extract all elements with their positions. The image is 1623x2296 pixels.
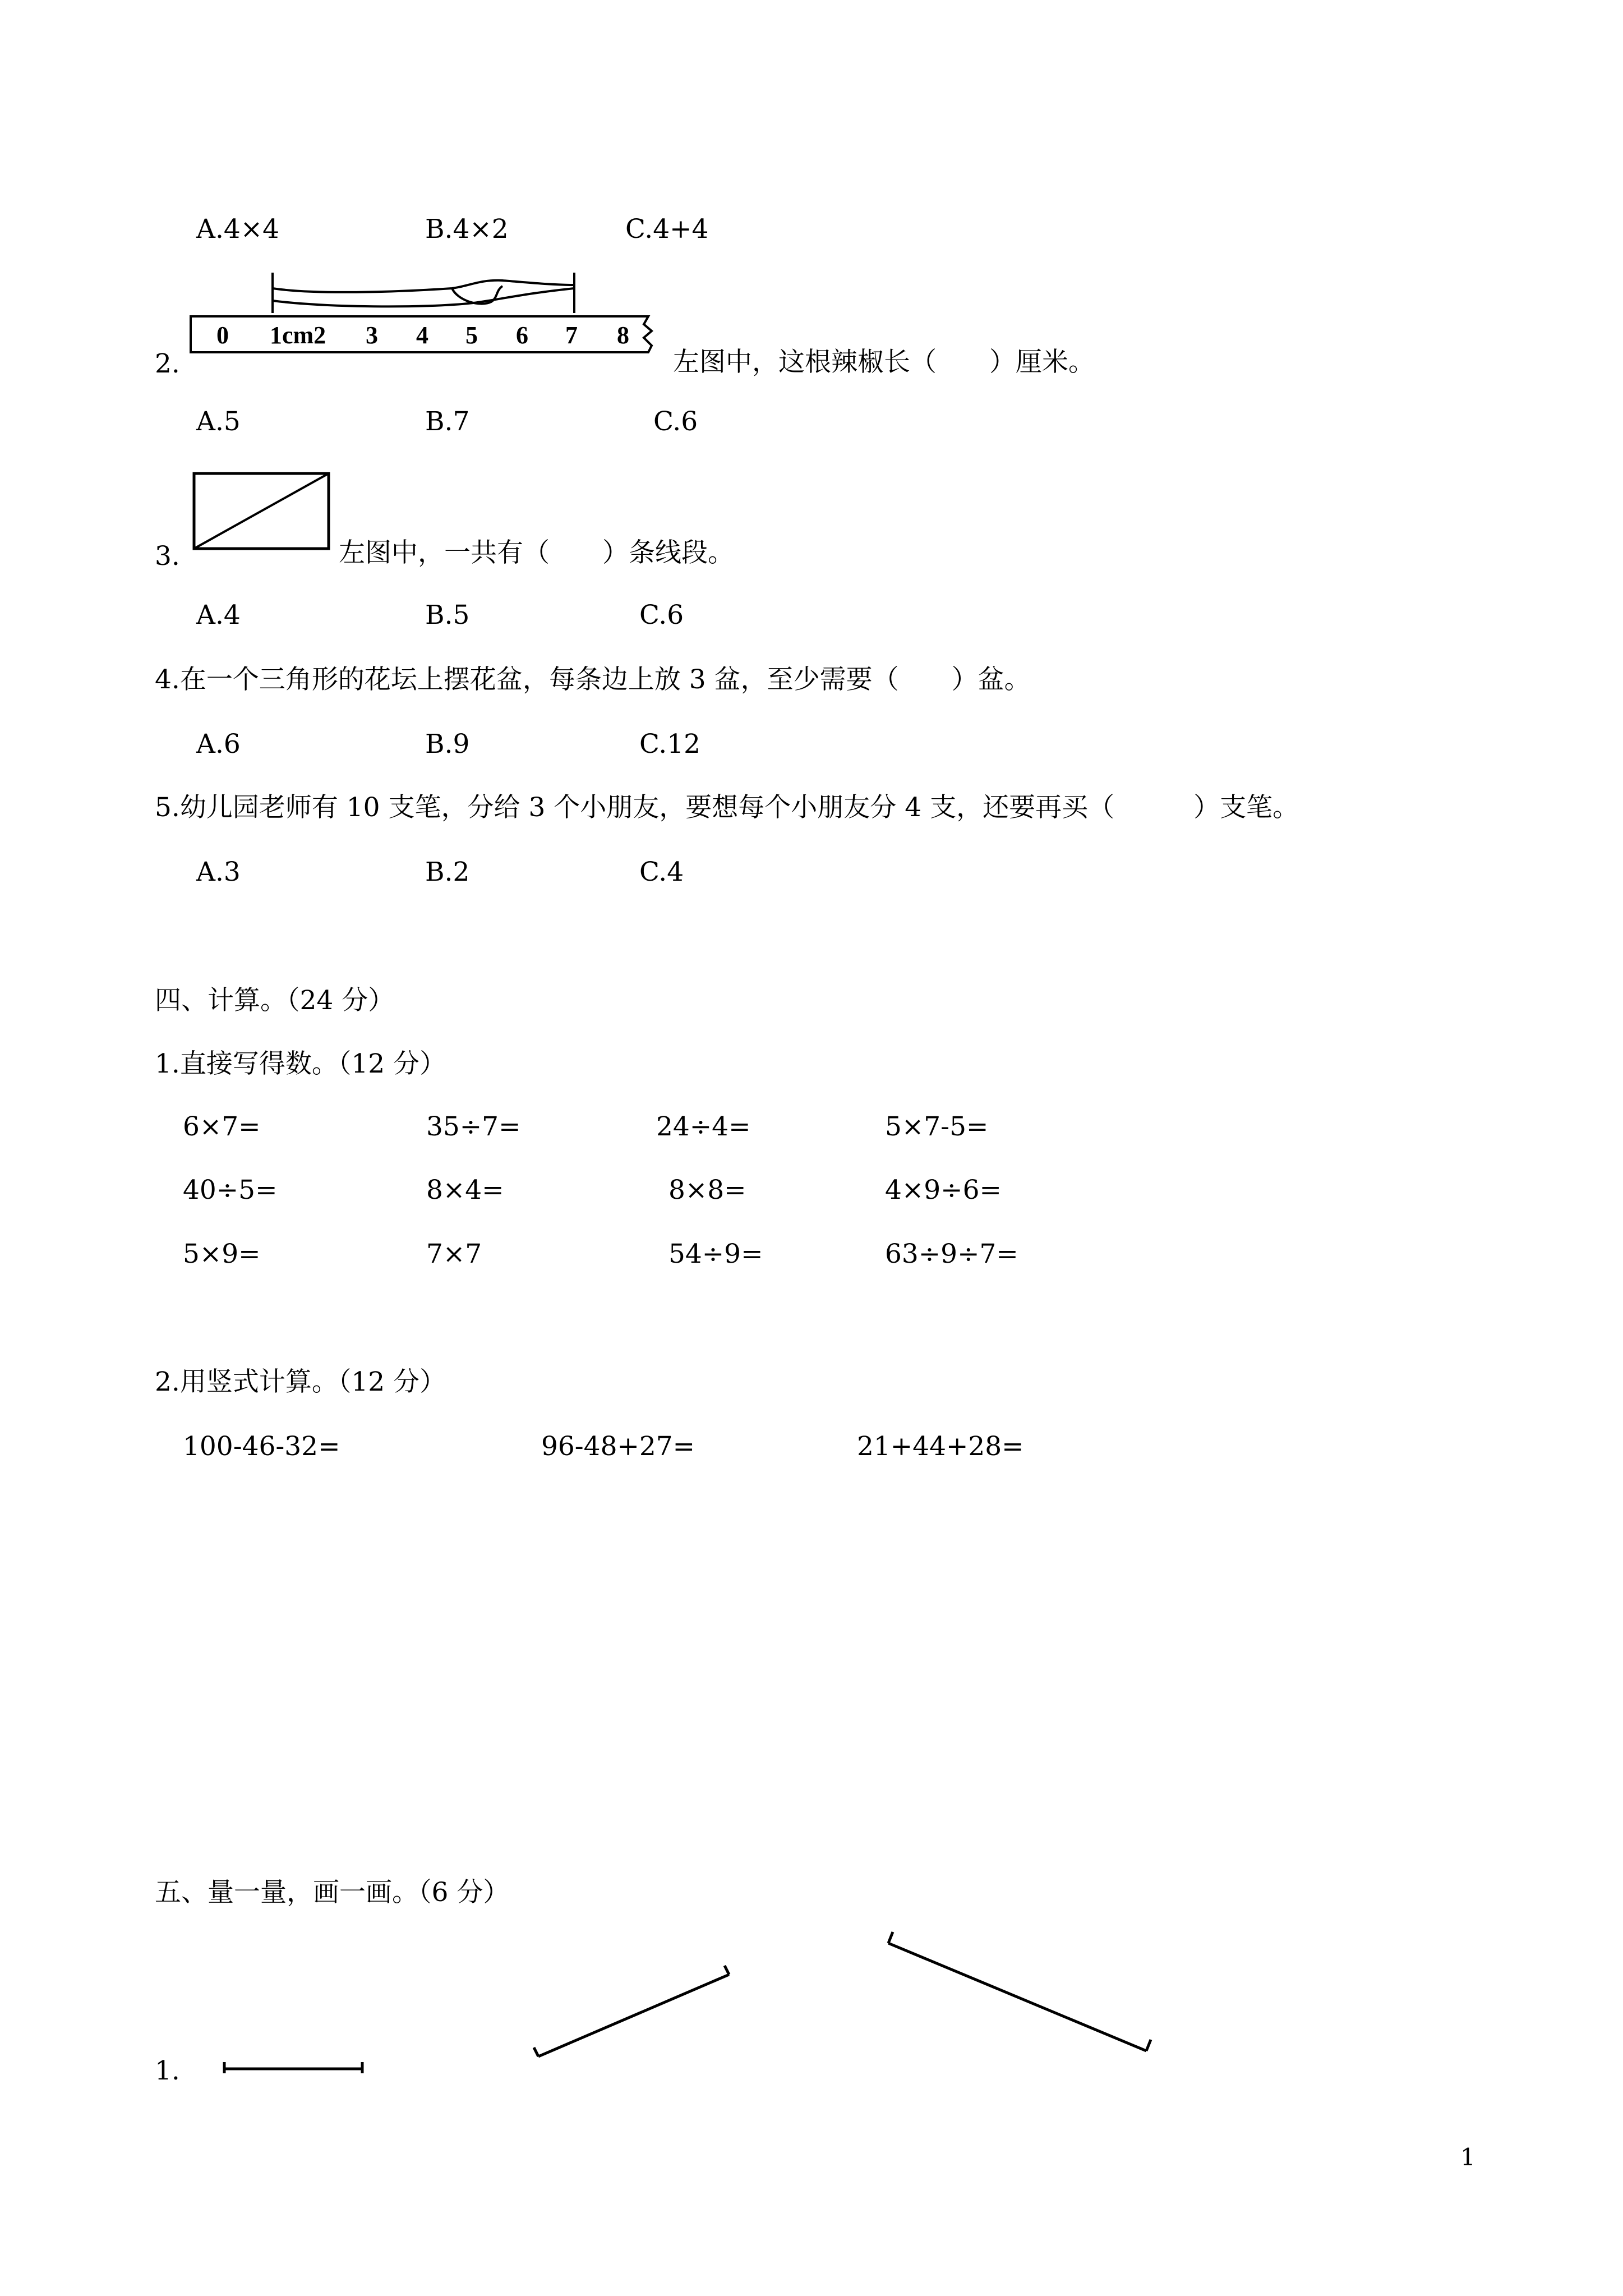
vertical-calc-2: 96-48+27= [541,1431,695,1462]
section5-title: 五、量一量，画一画。（6 分） [155,1877,510,1908]
q5-option-c: C.4 [639,857,684,887]
ruler-label-4: 4 [416,321,428,349]
q4-option-a: A.6 [196,729,241,760]
q3-option-c: C.6 [639,600,684,631]
calc-r2-c3: 8×8= [668,1175,746,1205]
ruler-figure [188,268,660,375]
q1-option-c: C.4+4 [625,214,709,245]
q4-option-c: C.12 [639,729,701,760]
rectangle-diagonal-figure [188,469,332,553]
ruler-label-0: 0 [216,321,229,349]
calc-r1-c2: 35÷7= [426,1111,521,1142]
ruler-label-8: 8 [617,321,629,349]
calc-r3-c3: 54÷9= [668,1239,763,1269]
calc-r3-c4: 63÷9÷7= [885,1239,1018,1269]
q5-option-b: B.2 [425,857,470,887]
q3-number: 3. [155,541,180,572]
q3-option-b: B.5 [425,600,470,631]
ruler-label-1: 1cm2 [270,321,326,349]
q2-text: 左图中，这根辣椒长（ ）厘米。 [673,347,1095,378]
ruler-label-5: 5 [465,321,478,349]
q3-text: 左图中，一共有（ ）条线段。 [339,537,734,568]
calc-r3-c1: 5×9= [183,1239,261,1269]
calc-r3-c2: 7×7 [426,1239,482,1269]
q4-text: 4.在一个三角形的花坛上摆花盆，每条边上放 3 盆，至少需要（ ）盆。 [155,664,1031,695]
q5-option-a: A.3 [196,857,241,887]
ruler-label-6: 6 [516,321,528,349]
q1-option-a: A.4×4 [196,214,280,245]
calc-r1-c1: 6×7= [183,1111,261,1142]
q3-option-a: A.4 [196,600,241,631]
section4-part1-title: 1.直接写得数。（12 分） [155,1048,446,1079]
calc-r1-c4: 5×7-5= [885,1111,989,1142]
ruler-label-3: 3 [366,321,378,349]
q2-option-b: B.7 [425,406,470,437]
calc-r2-c4: 4×9÷6= [885,1175,1002,1205]
q1-option-b: B.4×2 [425,214,509,245]
section4-title: 四、计算。（24 分） [155,985,395,1016]
line-segments-figure [213,1930,1178,2120]
section4-part2-title: 2.用竖式计算。（12 分） [155,1366,446,1397]
q2-number: 2. [155,348,180,379]
section5-q1-number: 1. [155,2055,180,2086]
q5-text: 5.幼儿园老师有 10 支笔，分给 3 个小朋友，要想每个小朋友分 4 支，还要再买（ ）支笔。 [155,792,1299,823]
vertical-calc-1: 100-46-32= [183,1431,340,1462]
vertical-calc-3: 21+44+28= [857,1431,1024,1462]
q2-option-a: A.5 [196,406,241,437]
calc-r2-c1: 40÷5= [183,1175,278,1205]
calc-r2-c2: 8×4= [426,1175,504,1205]
q4-option-b: B.9 [425,729,470,760]
ruler-label-7: 7 [565,321,578,349]
calc-r1-c3: 24÷4= [656,1111,751,1142]
page-number: 1 [1460,2143,1476,2171]
q2-option-c: C.6 [653,406,698,437]
